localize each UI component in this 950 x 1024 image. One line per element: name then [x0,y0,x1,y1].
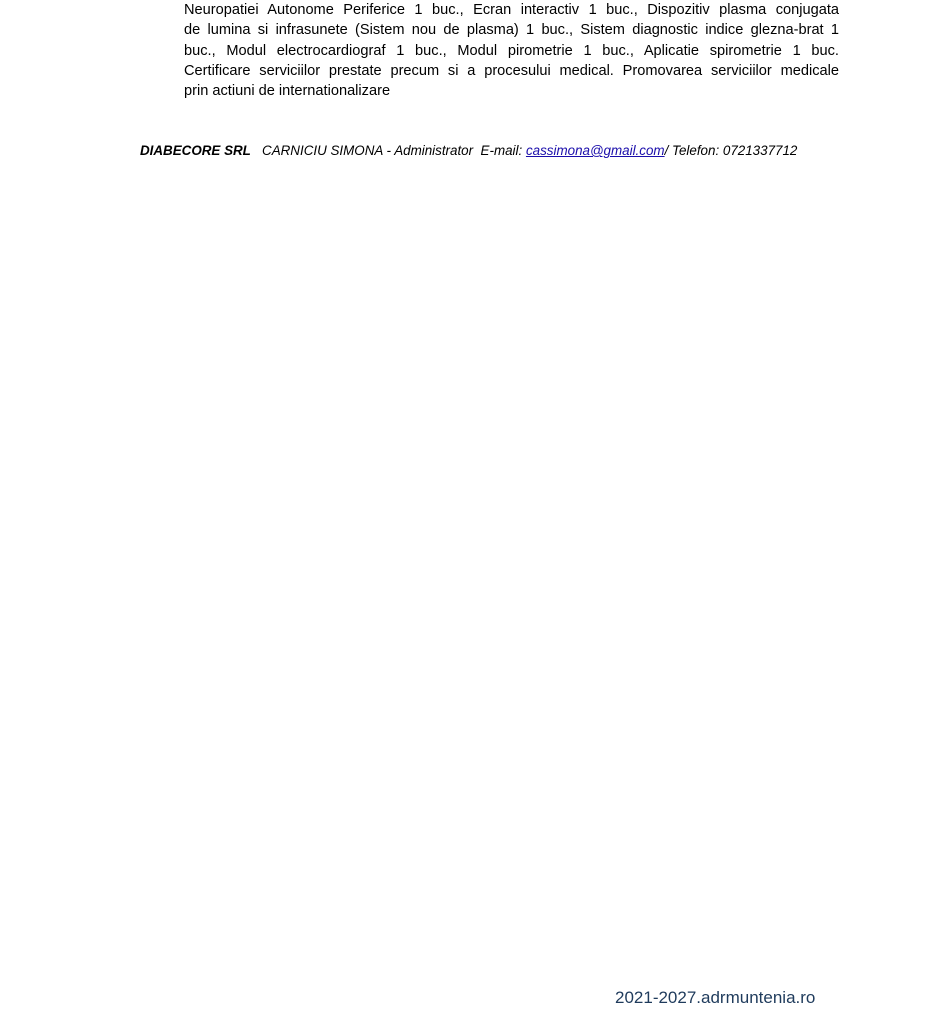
description-line-4: Certificare serviciilor prestate precum si a procesului medical. Promovarea serviciilor medicale [184,62,839,79]
project-description [184,0,839,101]
description-line-3: buc., Modul electrocardiograf 1 buc., Modul pirometrie 1 buc., Aplicatie spirometrie 1 buc. [184,42,839,59]
company-name: DIABECORE SRL [140,143,251,158]
contact-info [140,143,797,158]
description-line-1: Neuropatiei Autonome Periferice 1 buc., Ecran interactiv 1 buc., Dispozitiv plasma conjugata [184,2,839,18]
email-link[interactable]: cassimona@gmail.com [525,143,665,158]
description-line-5: prin actiuni de internationalizare [184,83,391,100]
email-label: E-mail: [480,143,523,158]
description-line-2: de lumina si infrasunete (Sistem nou de plasma) 1 buc., Sistem diagnostic indice glezna-brat 1 [184,22,839,39]
contact-person: CARNICIU SIMONA - Administrator [262,143,474,158]
footer-website-url: 2021-2027.adrmuntenia.ro [615,988,816,1007]
phone-text: / Telefon: 0721337712 [664,143,798,158]
